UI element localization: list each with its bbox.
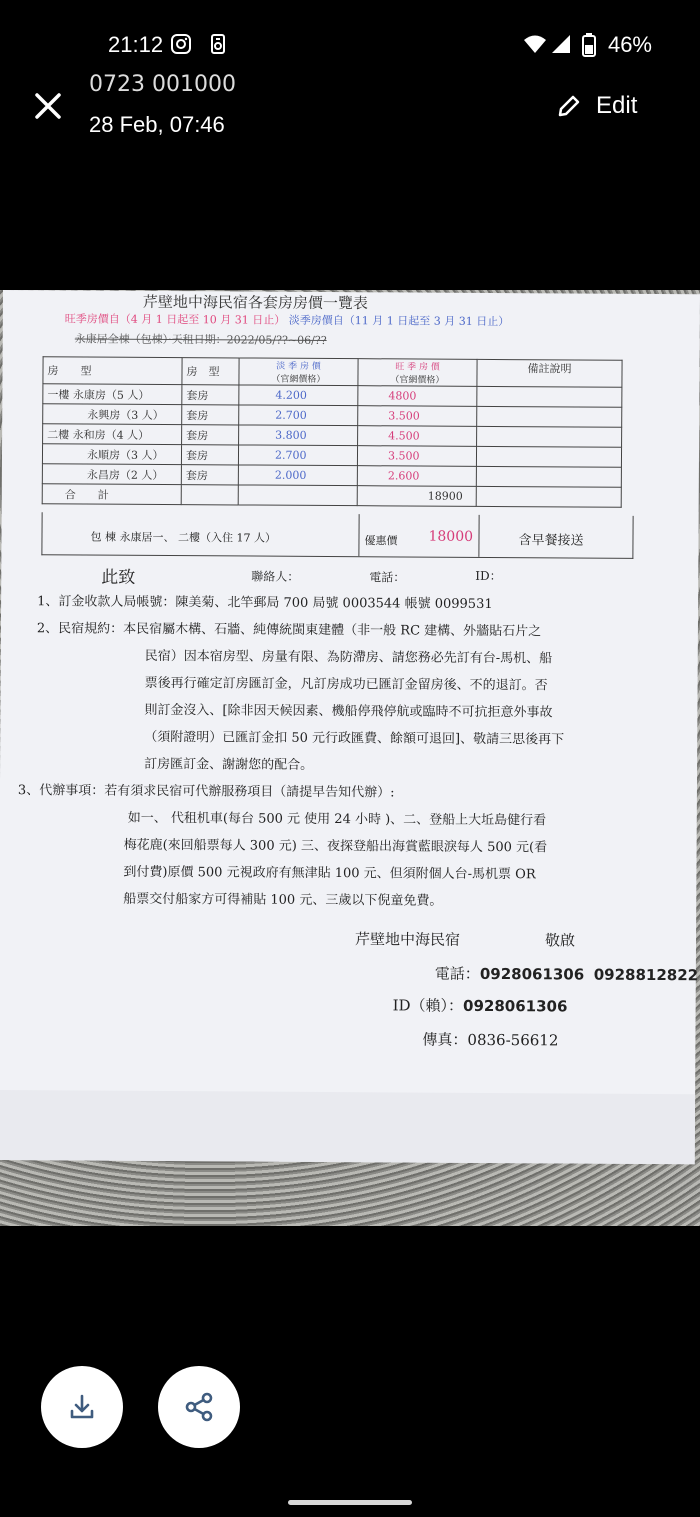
- table-header-row: [43, 357, 622, 388]
- close-icon: [28, 86, 68, 126]
- signature-fax-value: 0836-56612: [467, 1030, 559, 1050]
- package-row: [41, 512, 633, 559]
- cell-type: 套房: [181, 445, 238, 465]
- cell-high: 2.600: [357, 466, 476, 487]
- instagram-icon: [170, 33, 192, 55]
- total-label: 合 計: [42, 484, 181, 505]
- discount-value: 18000: [428, 528, 474, 545]
- peak-season-text: 旺季房價自（4 月 1 日起至 10 月 31 日止）: [64, 312, 286, 327]
- cell-note: [477, 426, 622, 447]
- cell-room: 永昌房（2 人）: [42, 464, 181, 485]
- text-line: 則訂金沒入、[除非因天候因素、機船停飛停航或臨時不可抗拒意外事故: [144, 702, 553, 721]
- phone-label: 電話：: [369, 570, 406, 585]
- text-line: 票後再行確定訂房匯訂金，凡訂房成功已匯訂金留房後、不的退訂。否: [144, 675, 548, 694]
- cell-high: 4800: [358, 386, 477, 407]
- status-time: 21:12: [108, 32, 164, 57]
- cell-room: 二樓 永和房（4 人）: [43, 424, 182, 445]
- header-high-sub: （官網價格）: [390, 375, 445, 386]
- header-high-title: 旺 季 房 價: [395, 362, 440, 373]
- signature-phone-label: 電話：: [434, 964, 480, 983]
- off-season-text: 淡季房價自（11 月 1 日起至 3 月 31 日止）: [288, 313, 510, 329]
- edit-button[interactable]: [556, 86, 676, 126]
- signature-id-label: ID（賴）：: [392, 996, 464, 1015]
- text-line: 1、訂金收款人局帳號：陳美菊、北竿郵局 700 局號 0003544 帳號 0099531: [37, 594, 493, 612]
- cropped-text: 0723 001000: [89, 72, 236, 92]
- package-label: 包 棟 永康居一、 二樓（入住 17 人）: [90, 530, 277, 545]
- cell-high: 3.500: [358, 406, 477, 427]
- document-sheet: [0, 290, 700, 1164]
- cell-note: [476, 466, 621, 487]
- cell-low: 2.700: [238, 445, 357, 466]
- cell-low: 2.000: [238, 465, 357, 486]
- cell-type: 套房: [182, 385, 239, 405]
- cell-type: 套房: [181, 465, 238, 485]
- total-empty: [238, 485, 357, 506]
- download-icon: [64, 1389, 100, 1425]
- table-total-row: [42, 484, 621, 508]
- cell-room: 永順房（3 人）: [42, 444, 181, 465]
- package-note: 含早餐接送: [518, 533, 584, 549]
- text-line: 到付費)原價 500 元視政府有無津貼 100 元、但須附個人台-馬机票 OR: [123, 864, 536, 883]
- greeting: 此致: [101, 567, 136, 588]
- download-button[interactable]: [41, 1366, 123, 1448]
- cell-low: 2.700: [239, 405, 358, 426]
- photo-date: 28 Feb, 07:46: [89, 112, 225, 137]
- cell-type: 套房: [182, 405, 239, 425]
- header-room: 房 型: [43, 357, 182, 385]
- signature-fax: [422, 1029, 558, 1051]
- cell-low: 4.200: [239, 385, 358, 406]
- signature-fax-label: 傳真：: [422, 1030, 468, 1049]
- wifi-icon: [523, 33, 545, 55]
- header-type: 房 型: [182, 358, 239, 385]
- id-label: ID：: [475, 568, 502, 584]
- total-empty: [181, 485, 238, 505]
- total-empty: [476, 486, 621, 507]
- share-button[interactable]: [158, 1366, 240, 1448]
- signal-icon: [550, 33, 572, 55]
- cell-room: 永興房（3 人）: [43, 404, 182, 425]
- header-low: [239, 358, 358, 386]
- text-line: 梅花鹿(來回船票每人 300 元) 三、夜探登船出海賞藍眼淚每人 500 元(看: [123, 837, 548, 856]
- paper-margin: [0, 1090, 695, 1164]
- season-dates: [65, 310, 510, 329]
- photo-viewer[interactable]: [0, 290, 700, 1226]
- signature-phone-2: 0928812822: [593, 965, 699, 985]
- close-button[interactable]: [28, 86, 68, 126]
- cell-note: [477, 386, 622, 407]
- divider: [358, 514, 359, 556]
- cell-note: [477, 406, 622, 427]
- total-value: 18900: [357, 486, 476, 507]
- cell-note: [476, 446, 621, 467]
- edit-pencil-icon: [556, 93, 582, 119]
- text-line: 2、民宿規約：本民宿屬木構、石牆、純傳統閩東建體（非一般 RC 建構、外牆貼石片之: [36, 621, 542, 640]
- header-high: [358, 359, 477, 387]
- cell-high: 3.500: [357, 446, 476, 467]
- notification-app-icon: [207, 33, 229, 55]
- header-note: 備註說明: [477, 359, 622, 387]
- divider: [478, 515, 479, 557]
- cell-high: 4.500: [358, 426, 477, 447]
- header-low-title: 淡 季 房 價: [276, 361, 321, 372]
- signature-phone-1: 0928061306: [479, 964, 585, 984]
- edit-label: Edit: [596, 92, 638, 119]
- text-line: 如一、 代租机車(每台 500 元 使用 24 小時 )、二、登船上大坵島健行看: [127, 810, 547, 829]
- header-low-sub: （官網價格）: [271, 374, 326, 385]
- signature-id-value: 0928061306: [463, 996, 568, 1016]
- battery-percent: 46%: [607, 32, 652, 57]
- contact-label: 聯絡人：: [251, 569, 300, 584]
- cell-type: 套房: [182, 425, 239, 445]
- text-line: （須附證明）已匯訂金扣 50 元行政匯費、餘額可退回]、敬請三思後再下: [144, 729, 565, 748]
- document-title: 芹壁地中海民宿各套房房價一覽表: [142, 292, 368, 313]
- signature-name: 芹壁地中海民宿: [354, 930, 461, 949]
- cell-room: 一樓 永康房（5 人）: [43, 384, 182, 405]
- struck-out-line: 永康居全棟（包棟）·天租日期：2022/05/??~06/??: [74, 332, 327, 347]
- share-icon: [181, 1389, 217, 1425]
- text-line: 3、代辦事項：若有須求民宿可代辦服務項目（請提早告知代辦）:: [17, 783, 395, 801]
- signature-phones: [435, 963, 698, 986]
- text-line: 訂房匯訂金、謝謝您的配合。: [144, 756, 314, 773]
- gesture-home-bar[interactable]: [288, 1500, 412, 1505]
- discount-label: 優惠價: [364, 534, 398, 548]
- text-line: 船票交付船家方可得補貼 100 元、三歲以下倪童免費。: [123, 891, 443, 909]
- battery-icon: [582, 33, 596, 55]
- text-line: 民宿）因本宿房型、房量有限、為防滯房、請您務必先訂有台-馬机、船: [144, 648, 553, 667]
- signature-closing: 敬啟: [544, 931, 576, 950]
- rate-table: [42, 356, 623, 508]
- cell-low: 3.800: [239, 425, 358, 446]
- signature-id: [393, 994, 568, 1016]
